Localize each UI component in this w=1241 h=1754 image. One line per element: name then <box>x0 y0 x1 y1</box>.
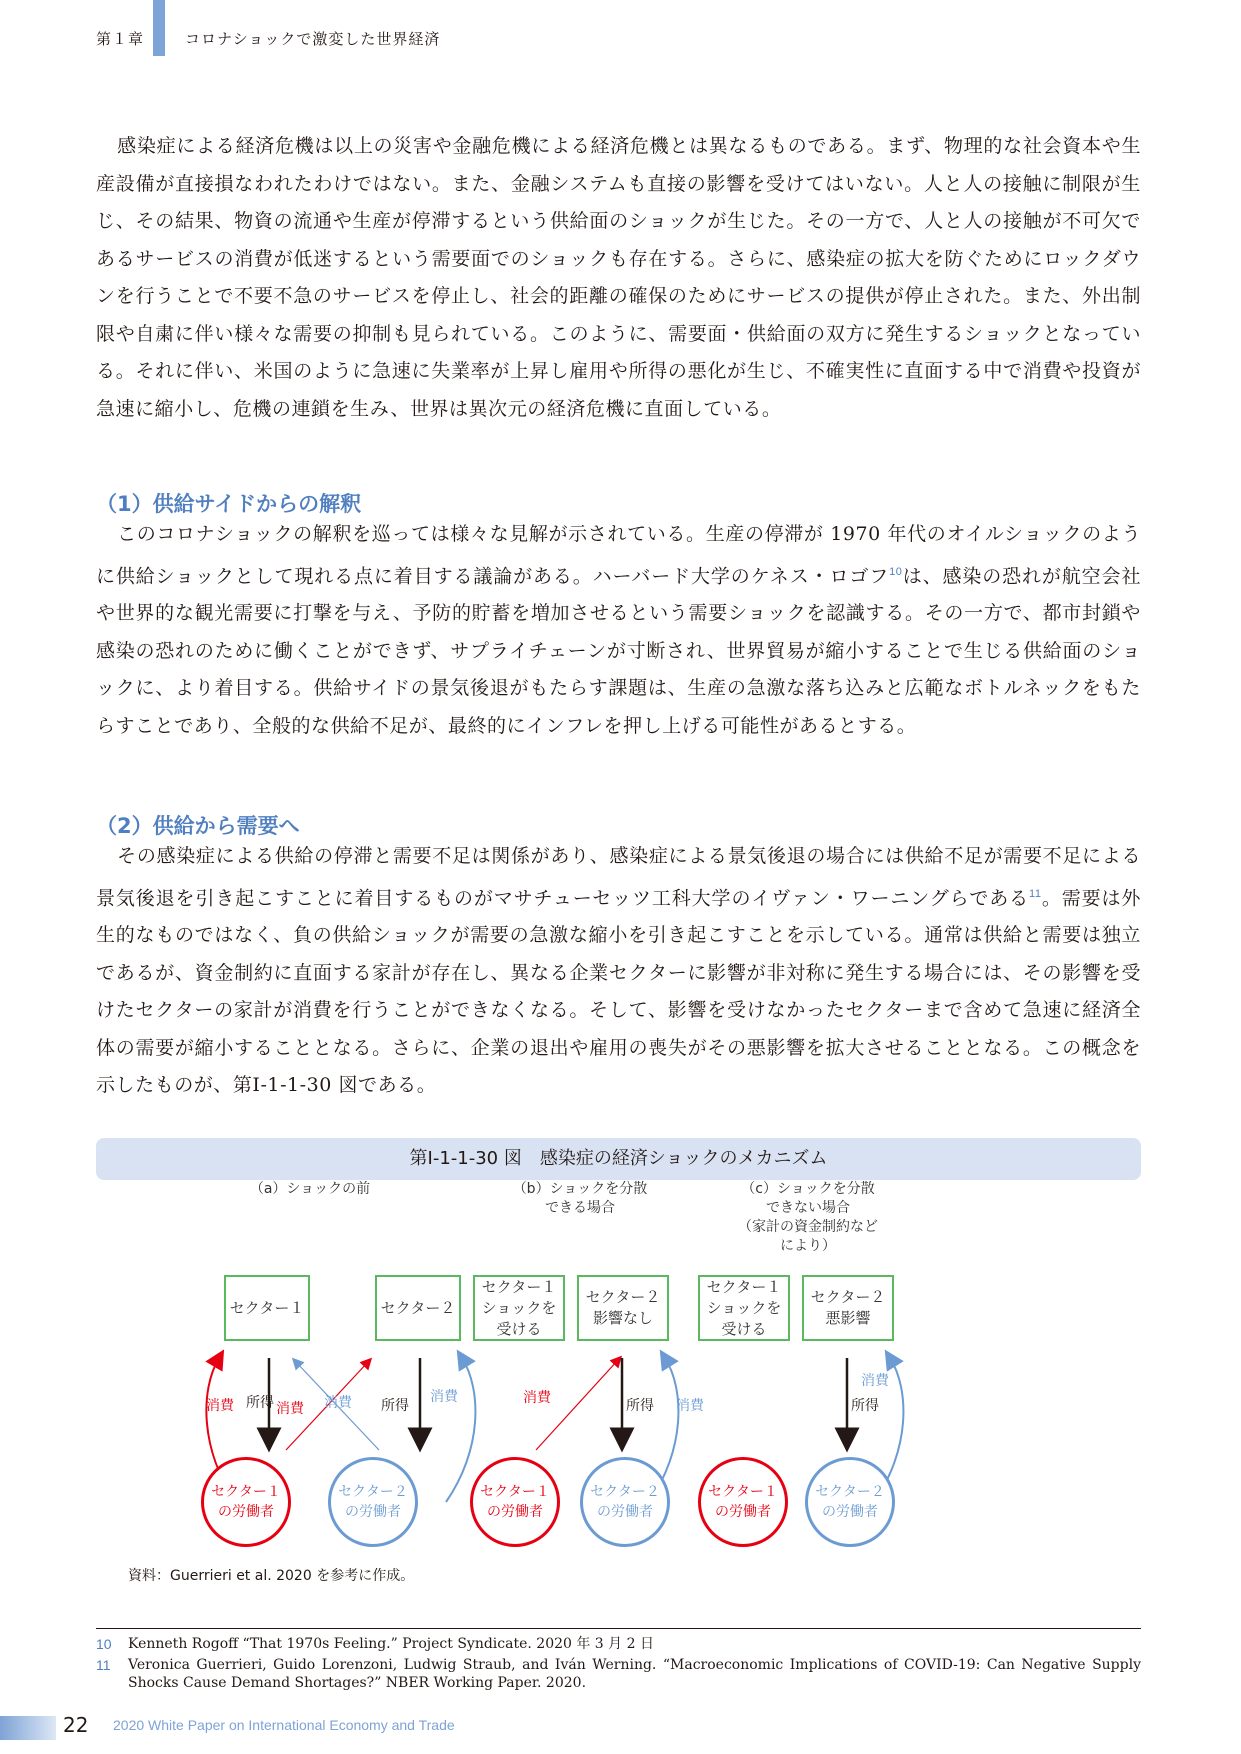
intro-paragraph <box>96 128 1141 428</box>
sector1-workers-circle-b <box>470 1457 560 1547</box>
panel-c-caption-line: により） <box>780 1238 836 1254</box>
income-label: 所得 <box>626 1398 654 1414</box>
sector1-box-a: セクター１ <box>224 1275 310 1341</box>
worker-label-line: の労働者 <box>344 1504 401 1520</box>
figure-diagram <box>96 1180 1141 1600</box>
sector1-workers-circle-a <box>201 1457 291 1547</box>
sector-box-line: ショックを <box>706 1298 782 1317</box>
section1-text-a: このコロナショックの解釈を巡っては様々な見解が示されている。生産の停滞が 1970 年代のオイルショックのように供給ショックとして現れる点に着目する議論がある。ハーバード大学のケネス・ロゴフ <box>96 523 1141 587</box>
worker-label-line: の労働者 <box>714 1504 771 1520</box>
publication-title: 2020 White Paper on International Economy and Trade <box>113 1717 455 1733</box>
chapter-accent-bar <box>153 0 165 56</box>
sector1-box-b <box>473 1275 565 1341</box>
income-label: 所得 <box>246 1395 274 1411</box>
worker-label-line: の労働者 <box>217 1504 274 1520</box>
sector2-workers-circle-a <box>328 1457 418 1547</box>
intro-text: 感染症による経済危機は以上の災害や金融危機による経済危機とは異なるものである。まず、物理的な社会資本や生産設備が直接損なわれたわけではない。また、金融システムも直接の影響を受けてはいない。人と人の接触に制限が生じ、その結果、物資の流通や生産が停滞するという供給面のショックが生じた。その一方で、人と人の接触が不可欠であるサービスの消費が低迷するという需要面でのショックも存在する。さらに、感染症の拡大を防ぐためにロックダウンを行うことで不要不急のサービスを停止し、社会的距離の確保のためにサービスの提供が停止された。また、外出制限や自粛に伴い様々な需要の抑制も見られている。このように、需要面・供給面の双方に発生するショックとなっている。それに伴い、米国のように急速に失業率が上昇し雇用や所得の悪化が生じ、不確実性に直面する中で消費や投資が急速に縮小し、危機の連鎖を生み、世界は異次元の経済危機に直面している。 <box>96 135 1141 420</box>
sector-box-line: 受ける <box>721 1319 767 1338</box>
footnote-text: Veronica Guerrieri, Guido Lorenzoni, Ludwig Straub, and Iván Werning. “Macroeconomic Implications of COVID-19: Can Negative Supply Shocks Cause Demand Shortages?” NBER Working Paper. 2020. <box>128 1657 1141 1691</box>
consumption-label: 消費 <box>523 1390 551 1406</box>
figure-title: 第Ⅰ-1-1-30 図 感染症の経済ショックのメカニズム <box>96 1138 1141 1180</box>
chapter-number: 第１章 <box>96 30 145 48</box>
income-label: 所得 <box>381 1398 409 1414</box>
footnote-11 <box>96 1656 1141 1696</box>
panel-a-caption: （a）ショックの前 <box>249 1181 371 1197</box>
footnote-divider <box>96 1628 1141 1629</box>
sector-box-line: 影響なし <box>592 1309 653 1327</box>
page-header <box>0 0 1241 78</box>
worker-label-line: セクター１ <box>211 1484 281 1500</box>
worker-label-line: の労働者 <box>596 1504 653 1520</box>
worker-label-line: の労働者 <box>486 1504 543 1520</box>
worker-label-line: の労働者 <box>821 1504 878 1520</box>
sector2-box-c <box>802 1275 894 1341</box>
income-label: 所得 <box>851 1398 879 1414</box>
section2-text-b: 。需要は外生的なものではなく、負の供給ショックが需要の急激な縮小を引き起こすことを示している。通常は供給と需要は独立であるが、資金制約に直面する家計が存在し、異なる企業セクターに影響が非対称に発生する場合には、その影響を受けたセクターの家計が消費を行うことができなくなる。そして、影響を受けなかったセクターまで含めて急速に経済全体の需要が縮小することとなる。さらに、企業の退出や雇用の喪失がその悪影響を拡大させることとなる。この概念を示したものが、第Ⅰ-1-1-30 図である。 <box>96 886 1141 1097</box>
worker-label-line: セクター１ <box>480 1484 550 1500</box>
panel-c-caption-line: できない場合 <box>766 1200 850 1216</box>
sector-box-line: セクター１ <box>481 1277 557 1296</box>
consumption-label: 消費 <box>430 1389 458 1405</box>
sector2-box-b <box>577 1275 669 1341</box>
panel-c-caption <box>718 1180 898 1256</box>
sector-box-line: セクター２ <box>810 1288 886 1306</box>
section2-text-a: その感染症による供給の停滞と需要不足は関係があり、感染症による景気後退の場合には供給不足が需要不足による景気後退を引き起こすことに着目するものがマサチューセッツ工科大学のイヴァン・ワーニングらである <box>96 845 1141 909</box>
section1-paragraph <box>96 516 1141 745</box>
consumption-label: 消費 <box>276 1401 304 1417</box>
footnote-number: 11 <box>96 1657 111 1673</box>
footer-accent <box>0 1716 56 1740</box>
figure-source: 資料：Guerrieri et al. 2020 を参考に作成。 <box>128 1568 415 1584</box>
footnote-ref-11[interactable]: 11 <box>1029 887 1042 900</box>
panel-b-caption <box>496 1180 664 1218</box>
footnote-text: Kenneth Rogoff “That 1970s Feeling.” Project Syndicate. 2020 年 3 月 2 日 <box>128 1636 654 1652</box>
consumption-arc-a-blue <box>446 1358 475 1502</box>
sector1-box-c <box>698 1275 790 1341</box>
consumption-label: 消費 <box>861 1373 889 1389</box>
sector-box-line: 受ける <box>496 1319 542 1338</box>
section2-paragraph <box>96 838 1141 1105</box>
worker-label-line: セクター１ <box>708 1484 778 1500</box>
consumption-label: 消費 <box>676 1398 704 1414</box>
sector2-workers-circle-c <box>805 1457 895 1547</box>
panel-c-caption-line: （家計の資金制約など <box>738 1219 878 1235</box>
sector-box-line: セクター１ <box>706 1277 782 1296</box>
panel-b-caption-line: できる場合 <box>545 1200 615 1216</box>
chapter-title: コロナショックで激変した世界経済 <box>185 30 441 48</box>
section2-heading: （2）供給から需要へ <box>96 814 300 838</box>
sector2-box-a: セクター２ <box>375 1275 461 1341</box>
worker-label-line: セクター２ <box>338 1484 408 1500</box>
footnote-number: 10 <box>96 1636 112 1652</box>
section1-text-b: は、感染の恐れが航空会社や世界的な観光需要に打撃を与え、予防的貯蓄を増加させるという需要ショックを認識する。その一方で、都市封鎖や感染の恐れのために働くことができず、サプライチェーンが寸断され、世界貿易が縮小することで生じる供給面のショックに、より着目する。供給サイドの景気後退がもたらす課題は、生産の急激な落ち込みと広範なボトルネックをもたらすことであり、全般的な供給不足が、最終的にインフレを押し上げる可能性があるとする。 <box>96 564 1141 737</box>
sector-box-line: ショックを <box>481 1298 557 1317</box>
section1-heading: （1）供給サイドからの解釈 <box>96 492 362 516</box>
panel-c-caption-line: （c）ショックを分散 <box>741 1181 875 1197</box>
consumption-label: 消費 <box>324 1395 352 1411</box>
panel-b-caption-line: （b）ショックを分散 <box>512 1181 648 1197</box>
sector-box-line: セクター２ <box>585 1288 661 1306</box>
consumption-label: 消費 <box>206 1398 234 1414</box>
sector-box-line: 悪影響 <box>825 1309 871 1327</box>
sector1-workers-circle-c <box>698 1457 788 1547</box>
page-number: 22 <box>63 1713 89 1737</box>
footnote-ref-10[interactable]: 10 <box>889 565 903 578</box>
worker-label-line: セクター２ <box>815 1484 885 1500</box>
worker-label-line: セクター２ <box>590 1484 660 1500</box>
sector2-workers-circle-b <box>580 1457 670 1547</box>
